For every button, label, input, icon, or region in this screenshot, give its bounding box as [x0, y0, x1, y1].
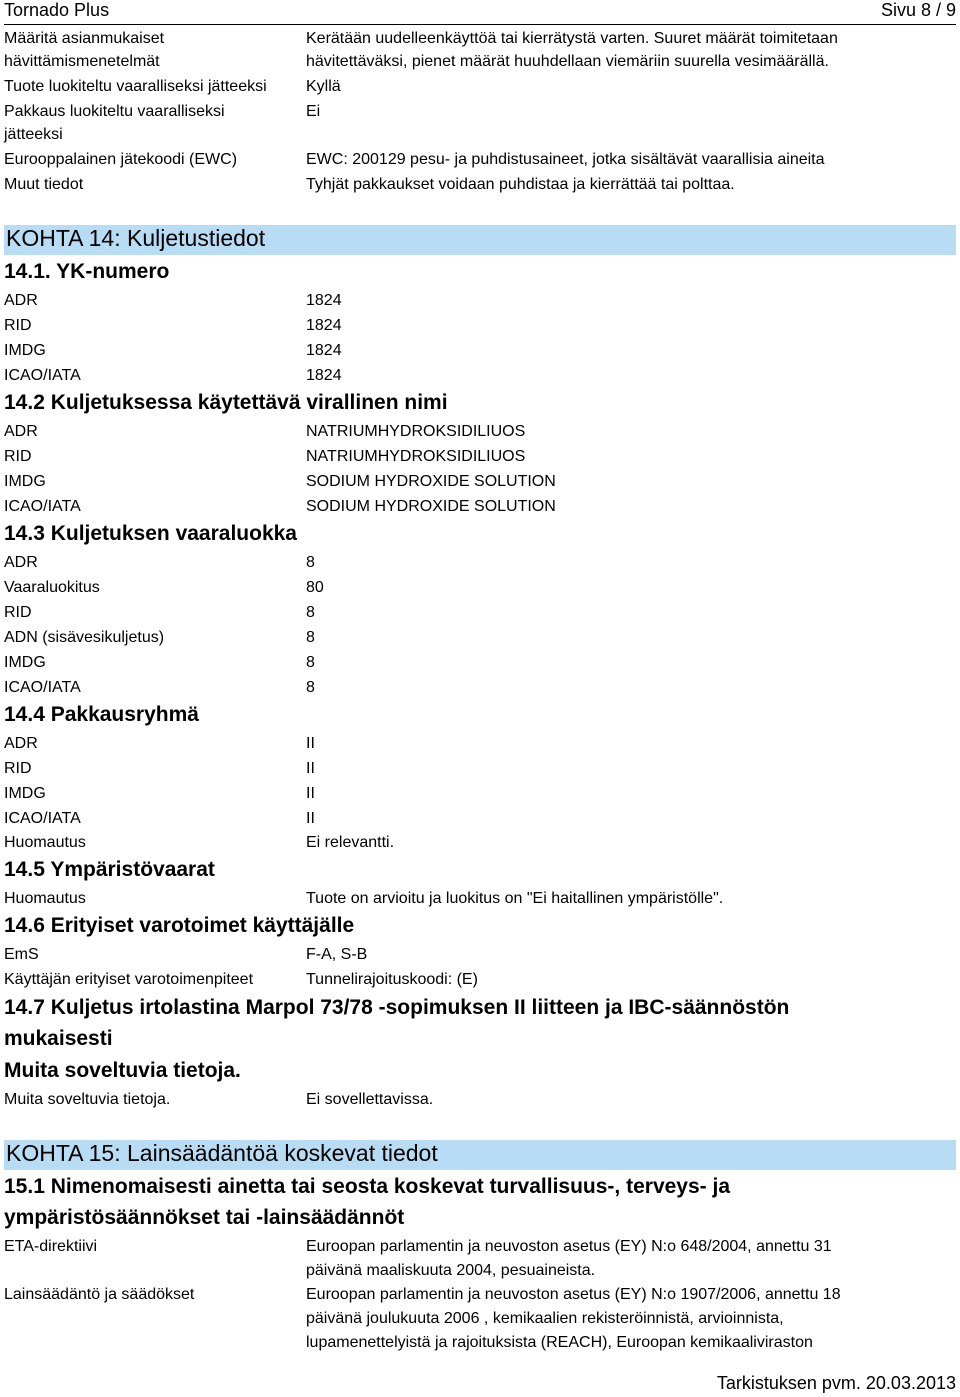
disposal-method-value: Kerätään uudelleenkäyttöä tai kierrätystä varten. Suuret määrät toimitetaan: [306, 30, 838, 47]
class-icao-label: ICAO/IATA: [4, 679, 81, 696]
shipping-name-title: 14.2 Kuljetuksessa käytettävä virallinen nimi: [4, 391, 448, 414]
name-icao-value: SODIUM HYDROXIDE SOLUTION: [306, 498, 556, 515]
un-icao-label: ICAO/IATA: [4, 367, 81, 384]
packing-adr-value: II: [306, 735, 315, 752]
class-imdg-value: 8: [306, 654, 315, 671]
packing-note-label: Huomautus: [4, 834, 86, 851]
section-15-header: [4, 1140, 956, 1170]
packing-icao-label: ICAO/IATA: [4, 810, 81, 827]
name-rid-label: RID: [4, 448, 32, 465]
section-14-header: [4, 225, 956, 255]
other-info-value: Tyhjät pakkaukset voidaan puhdistaa ja kierrättää tai polttaa.: [306, 176, 735, 193]
name-icao-label: ICAO/IATA: [4, 498, 81, 515]
class-imdg-label: IMDG: [4, 654, 46, 671]
un-number-title: 14.1. YK-numero: [4, 260, 170, 283]
name-rid-value: NATRIUMHYDROKSIDILIUOS: [306, 448, 526, 465]
section-14-title: KOHTA 14: Kuljetustiedot: [6, 225, 266, 251]
class-hazard-id-value: 80: [306, 579, 324, 596]
environment-note-value: Tuote on arvioitu ja luokitus on "Ei haitallinen ympäristölle".: [306, 890, 724, 907]
un-icao-value: 1824: [306, 367, 342, 384]
class-adr-value: 8: [306, 554, 315, 571]
ewc-label: Eurooppalainen jätekoodi (EWC): [4, 151, 238, 168]
ewc-value: EWC: 200129 pesu- ja puhdistusaineet, jotka sisältävät vaarallisia aineita: [306, 151, 825, 168]
packing-rid-value: II: [306, 760, 315, 777]
packaging-hazard-label-2: jätteeksi: [4, 126, 63, 143]
class-rid-value: 8: [306, 604, 315, 621]
other-info-title: Muita soveltuvia tietoja.: [4, 1059, 241, 1082]
un-imdg-label: IMDG: [4, 342, 46, 359]
packing-note-value: Ei relevantti.: [306, 834, 395, 851]
packing-group-title: 14.4 Pakkausryhmä: [4, 703, 199, 726]
legislation-value-2: päivänä joulukuuta 2006 , kemikaalien rekisteröinnistä, arvioinnista,: [306, 1310, 784, 1327]
name-imdg-label: IMDG: [4, 473, 46, 490]
bulk-transport-title-2: mukaisesti: [4, 1027, 113, 1050]
header-rule: [4, 24, 956, 25]
regulations-title: 15.1 Nimenomaisesti ainetta tai seosta koskevat turvallisuus-, terveys- ja: [4, 1175, 730, 1198]
other-info-label: Muut tiedot: [4, 176, 84, 193]
un-imdg-value: 1824: [306, 342, 342, 359]
eta-label: ETA-direktiivi: [4, 1238, 98, 1255]
other-applicable-label: Muita soveltuvia tietoja.: [4, 1091, 171, 1108]
user-precautions-value: Tunnelirajoituskoodi: (E): [306, 971, 478, 988]
product-hazard-value: Kyllä: [306, 78, 341, 95]
product-hazard-label: Tuote luokiteltu vaaralliseksi jätteeksi: [4, 78, 267, 95]
hazard-class-title: 14.3 Kuljetuksen vaaraluokka: [4, 522, 297, 545]
section-15-title: KOHTA 15: Lainsäädäntöä koskevat tiedot: [6, 1140, 438, 1166]
class-adn-label: ADN (sisävesikuljetus): [4, 629, 165, 646]
name-adr-label: ADR: [4, 423, 38, 440]
legislation-label: Lainsäädäntö ja säädökset: [4, 1286, 195, 1303]
ems-value: F-A, S-B: [306, 946, 368, 963]
page-number: Sivu 8 / 9: [880, 0, 956, 20]
special-precautions-title: 14.6 Erityiset varotoimet käyttäjälle: [4, 914, 355, 937]
un-rid-label: RID: [4, 317, 32, 334]
name-adr-value: NATRIUMHYDROKSIDILIUOS: [306, 423, 526, 440]
disposal-method-label: Määritä asianmukaiset: [4, 30, 165, 47]
environment-note-label: Huomautus: [4, 890, 86, 907]
eta-value: Euroopan parlamentin ja neuvoston asetus (EY) N:o 648/2004, annettu 31: [306, 1238, 832, 1255]
class-hazard-id-label: Vaaraluokitus: [4, 579, 100, 596]
user-precautions-label: Käyttäjän erityiset varotoimenpiteet: [4, 971, 254, 988]
packing-imdg-label: IMDG: [4, 785, 46, 802]
name-imdg-value: SODIUM HYDROXIDE SOLUTION: [306, 473, 556, 490]
legislation-value: Euroopan parlamentin ja neuvoston asetus (EY) N:o 1907/2006, annettu 18: [306, 1286, 841, 1303]
app-name: Tornado Plus: [4, 0, 110, 20]
packing-imdg-value: II: [306, 785, 315, 802]
un-adr-label: ADR: [4, 292, 38, 309]
bulk-transport-title: 14.7 Kuljetus irtolastina Marpol 73/78 -sopimuksen II liitteen ja IBC-säännöstön: [4, 996, 790, 1019]
revision-date: Tarkistuksen pvm. 20.03.2013: [716, 1373, 956, 1393]
regulations-title-2: ympäristösäännökset tai -lainsäädännöt: [4, 1206, 405, 1229]
eta-value-2: päivänä maaliskuuta 2004, pesuaineista.: [306, 1262, 596, 1279]
un-adr-value: 1824: [306, 292, 342, 309]
un-rid-value: 1824: [306, 317, 342, 334]
environment-title: 14.5 Ympäristövaarat: [4, 858, 215, 881]
class-adr-label: ADR: [4, 554, 38, 571]
class-rid-label: RID: [4, 604, 32, 621]
packing-rid-label: RID: [4, 760, 32, 777]
class-icao-value: 8: [306, 679, 315, 696]
packaging-hazard-value: Ei: [306, 103, 321, 120]
legislation-value-3: lupamenettelyistä ja rajoituksista (REACH), Euroopan kemikaaliviraston: [306, 1334, 813, 1351]
packaging-hazard-label: Pakkaus luokiteltu vaaralliseksi: [4, 103, 225, 120]
other-applicable-value: Ei sovellettavissa.: [306, 1091, 434, 1108]
packing-icao-value: II: [306, 810, 315, 827]
class-adn-value: 8: [306, 629, 315, 646]
ems-label: EmS: [4, 946, 39, 963]
packing-adr-label: ADR: [4, 735, 38, 752]
disposal-method-value-2: hävitettäväksi, pienet määrät huuhdellaan viemäriin suurella vesimäärällä.: [306, 53, 829, 70]
disposal-method-label-2: hävittämismenetelmät: [4, 53, 160, 70]
